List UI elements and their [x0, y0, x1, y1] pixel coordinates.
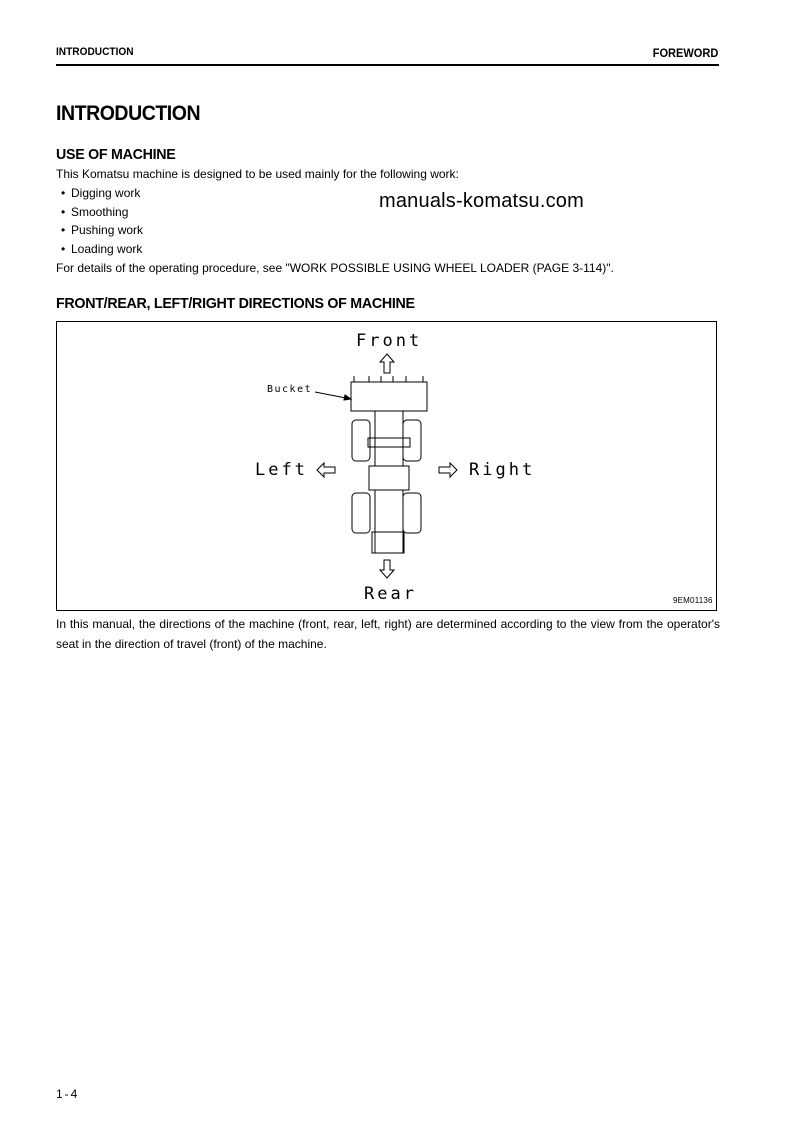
- list-item: • Smoothing: [61, 203, 143, 222]
- right-arrow-icon: [439, 463, 457, 477]
- header-divider: [56, 64, 719, 66]
- running-header-chapter: FOREWORD: [652, 46, 718, 60]
- wheel-loader-diagram: [57, 322, 718, 612]
- rear-label: Rear: [364, 584, 417, 604]
- work-list: [61, 184, 143, 258]
- figure-code: 9EM01136: [673, 596, 713, 605]
- bullet-icon: •: [61, 204, 66, 219]
- rear-arrow-icon: [380, 560, 394, 578]
- left-arrow-icon: [317, 463, 335, 477]
- bucket-label: Bucket: [267, 384, 313, 395]
- page-number: 1-4: [56, 1087, 80, 1101]
- bullet-icon: •: [61, 223, 66, 238]
- left-label: Left: [255, 460, 308, 480]
- watermark-text: manuals-komatsu.com: [379, 190, 584, 212]
- operating-procedure-reference: For details of the operating procedure, see "WORK POSSIBLE USING WHEEL LOADER (PAGE 3-114)".: [56, 261, 614, 275]
- page-title: INTRODUCTION: [56, 102, 201, 125]
- bullet-icon: •: [61, 241, 66, 256]
- list-item: • Loading work: [61, 240, 143, 259]
- bullet-icon: •: [61, 186, 66, 200]
- front-label: Front: [356, 331, 423, 351]
- right-label: Right: [469, 460, 536, 480]
- use-of-machine-heading: USE OF MACHINE: [56, 146, 176, 163]
- use-of-machine-intro: This Komatsu machine is designed to be used mainly for the following work:: [56, 167, 459, 181]
- running-header-section: INTRODUCTION: [56, 46, 134, 58]
- directions-figure: [56, 321, 717, 611]
- directions-heading: FRONT/REAR, LEFT/RIGHT DIRECTIONS OF MACHINE: [56, 295, 415, 312]
- list-item: • Pushing work: [61, 221, 143, 240]
- front-arrow-icon: [380, 354, 394, 373]
- bucket-shape: [351, 382, 427, 411]
- directions-paragraph: In this manual, the directions of the machine (front, rear, left, right) are determined according to the view from the operator's seat in the direction of travel (front) of the machine.: [56, 617, 720, 651]
- list-item: • Digging work: [61, 184, 143, 203]
